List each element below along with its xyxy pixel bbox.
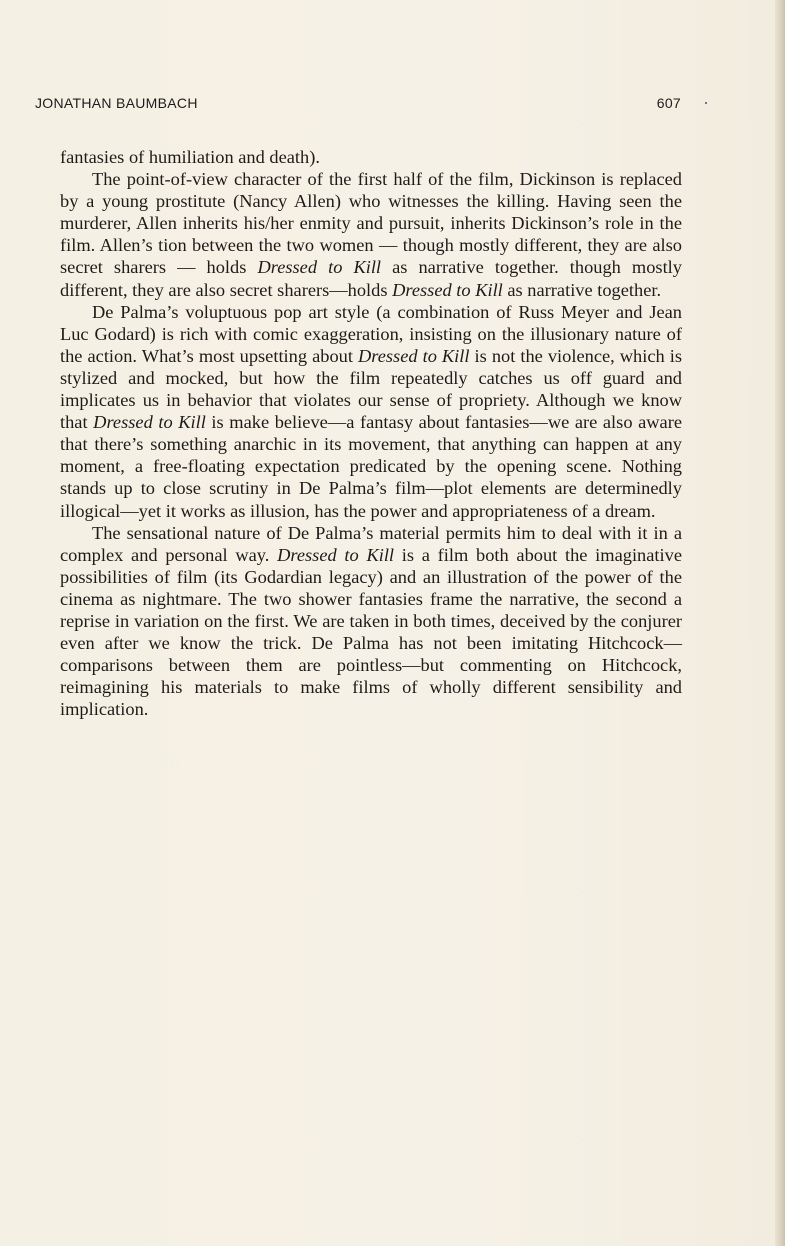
film-title: Dressed to Kill bbox=[257, 257, 382, 278]
text-run: The point-of-view character of the first half of the film, Dickinson is replaced by a young prostitute (Nancy Allen) who witnesses the killing. Having seen the murderer, Allen inherits his/her enmity and pursuit, inherits Dickinson’s role in the film. Allen’s tion between the two women — though mostly different, they are also secret sharers — holds bbox=[60, 169, 682, 278]
text-run: De Palma’s voluptuous pop art style (a combination of Russ Meyer and Jean Luc Godard) is rich with comic exaggeration, insisting on the illusionary nature of the action. What’s most upsetting about bbox=[60, 301, 682, 366]
running-header bbox=[35, 95, 681, 117]
margin-mark bbox=[705, 102, 707, 104]
film-title: Dressed to Kill bbox=[357, 345, 470, 366]
film-title: Dressed to Kill bbox=[93, 412, 206, 433]
text-run: is make believe—a fantasy about fantasies—we are also aware that there’s something anarchic in its movement, that anything can happen at any moment, a free-floating expectation predicated by the opening scene. Nothing stands up to close scrutiny in De Palma’s film—plot elements are determinedly illogical—yet it works as illusion, has the power and appropriateness of a dream. bbox=[60, 412, 682, 521]
page-edge-shadow bbox=[775, 0, 785, 1246]
text-run: as narrative together. bbox=[502, 279, 662, 300]
text-run: is not the violence, which is stylized and mocked, but how the film repeatedly catches us off guard and implicates us in behavior that violates our sense of propriety. Although we know that bbox=[60, 345, 683, 433]
text-run: as narrative together. though mostly different, they are also secret sharers—holds bbox=[60, 257, 682, 300]
paragraph-4 bbox=[60, 522, 682, 721]
running-head-author: JONATHAN BAUMBACH bbox=[35, 95, 198, 111]
body-text bbox=[60, 146, 682, 720]
film-title: Dressed to Kill bbox=[392, 279, 503, 300]
page-number: 607 bbox=[656, 95, 681, 111]
text-run: fantasies of humiliation and death). bbox=[60, 147, 320, 167]
paragraph-3 bbox=[60, 301, 682, 522]
film-title: Dressed to Kill bbox=[277, 544, 395, 565]
text-run: The sensational nature of De Palma’s material permits him to deal with it in a complex and personal way. bbox=[60, 522, 682, 565]
text-run: is a film both about the imaginative possibilities of film (its Godardian legacy) and an illustration of the power of the cinema as nightmare. The two shower fantasies frame the narrative, the second a reprise in variation on the first. We are taken in both times, deceived by the conjurer even after we know the trick. De Palma has not been imitating Hitchcock—comparisons between them are pointless—but commenting on Hitchcock, reimagining his materials to make films of wholly different sensibility and implication. bbox=[60, 544, 682, 720]
paragraph-2 bbox=[60, 168, 682, 301]
paragraph-1 bbox=[60, 146, 682, 168]
